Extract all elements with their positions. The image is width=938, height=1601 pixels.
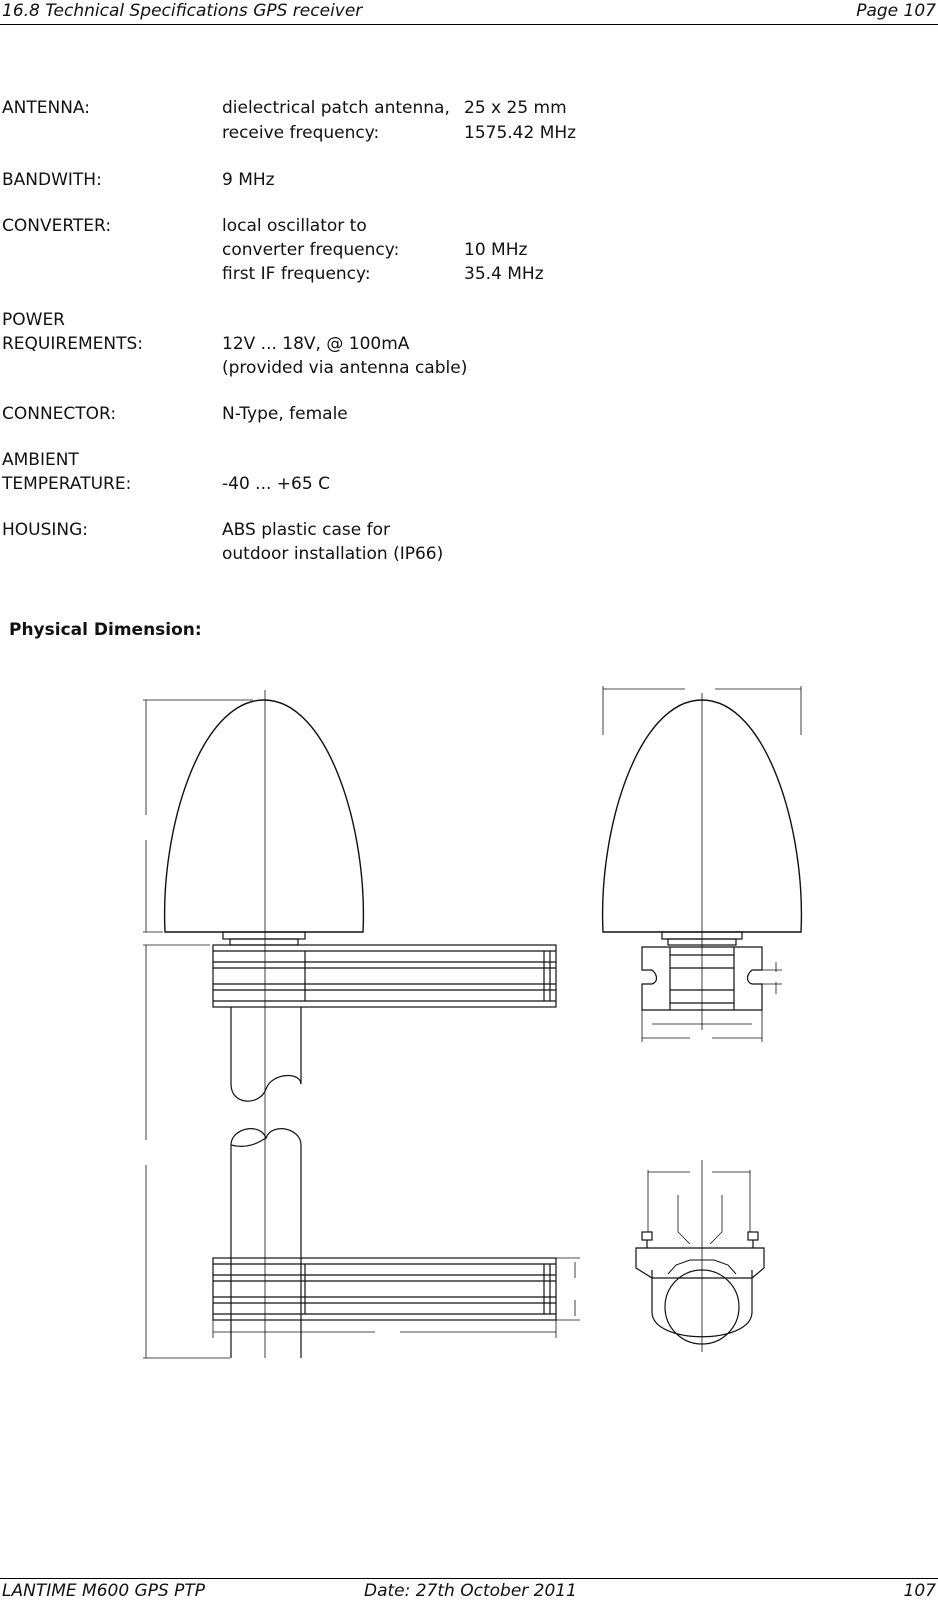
spec-antenna-freq-label: receive frequency:: [222, 123, 380, 143]
spec-converter-freq-label: converter frequency:: [222, 240, 400, 260]
header-section-title: 16.8 Technical Specifications GPS receiver: [2, 1, 363, 21]
spec-housing-line2: outdoor installation (IP66): [222, 544, 444, 564]
footer-date: Date: 27th October 2011: [364, 1581, 577, 1601]
spec-ambient-value: -40 ... +65 C: [222, 474, 330, 494]
front-dome-base: [223, 932, 305, 939]
physical-dimension-title: Physical Dimension:: [9, 620, 202, 640]
spec-power-label-1: POWER: [2, 310, 65, 330]
front-view: [143, 690, 580, 1358]
footer-page-number: 107: [903, 1581, 936, 1601]
spec-antenna-freq-value: 1575.42 MHz: [464, 123, 577, 143]
side-view: [603, 686, 802, 1042]
spec-if-freq-label: first IF frequency:: [222, 264, 371, 284]
spec-converter-label: CONVERTER:: [2, 216, 112, 236]
pole-upper: [231, 1007, 301, 1101]
spec-if-freq-value: 35.4 MHz: [464, 264, 544, 284]
clamp-dimensions: [648, 1170, 750, 1244]
front-dome: [165, 700, 364, 932]
footer-product-name: LANTIME M600 GPS PTP: [2, 1581, 206, 1601]
spec-converter-freq-value: 10 MHz: [464, 240, 528, 260]
page-footer: [0, 1578, 938, 1599]
spec-housing-line1: ABS plastic case for: [222, 520, 390, 540]
spec-converter-line1: local oscillator to: [222, 216, 367, 236]
spec-antenna-label: ANTENNA:: [2, 98, 90, 118]
spec-antenna-size: 25 x 25 mm: [464, 98, 567, 118]
spec-housing-label: HOUSING:: [2, 520, 89, 540]
lower-bracket: [213, 1258, 556, 1320]
clamp-view: [636, 1160, 764, 1352]
spec-ambient-label-2: TEMPERATURE:: [2, 474, 132, 494]
spec-power-value: 12V ... 18V, @ 100mA: [222, 334, 410, 354]
upper-bracket: [213, 945, 556, 1007]
spec-connector-value: N-Type, female: [222, 404, 348, 424]
spec-power-label-2: REQUIREMENTS:: [2, 334, 143, 354]
spec-ambient-label-1: AMBIENT: [2, 450, 79, 470]
pole-lower: [231, 1129, 301, 1358]
spec-antenna-type: dielectrical patch antenna,: [222, 98, 450, 118]
front-dimensions: [143, 700, 580, 1358]
spec-connector-label: CONNECTOR:: [2, 404, 117, 424]
header-page-number: Page 107: [856, 1, 936, 21]
spec-bandwidth-value: 9 MHz: [222, 170, 275, 190]
spec-bandwidth-label: BANDWITH:: [2, 170, 102, 190]
spec-power-note: (provided via antenna cable): [222, 358, 468, 378]
